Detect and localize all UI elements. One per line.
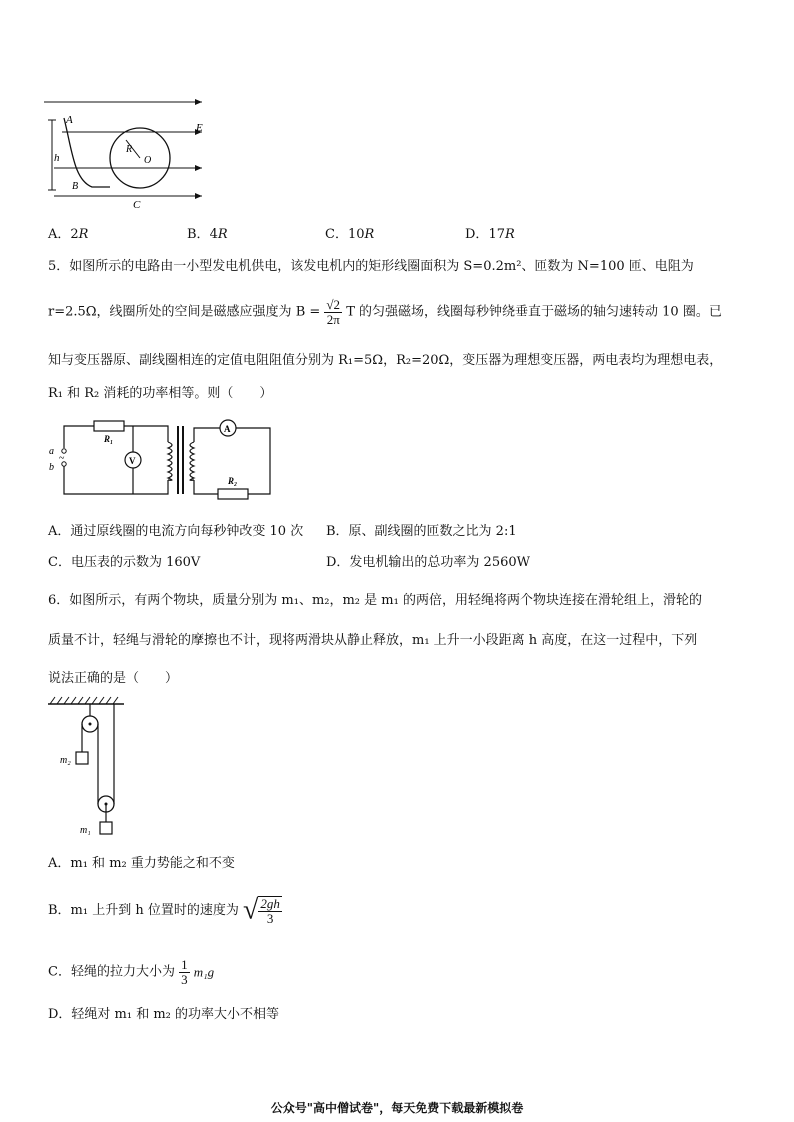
q4-option-a[interactable]	[48, 228, 88, 241]
q5-line-2-b: T 的匀强磁场，线圈每秒钟绕垂直于磁场的轴匀速转动 10 圈。已	[346, 304, 722, 320]
q5-option-b[interactable]: B．原、副线圈的匝数之比为 2:1	[326, 524, 517, 539]
q4-option-b-letter: B．	[187, 227, 210, 242]
q6-option-c-text: C．轻绳的拉力大小为	[48, 964, 175, 980]
q6-option-b-text: B．m₁ 上升到 h 位置时的速度为	[48, 903, 239, 919]
label-r2: R₂	[228, 476, 238, 486]
q5-line-2-a: r=2.5Ω，线圈所处的空间是磁感应强度为 B =	[48, 304, 321, 320]
label-m2: m₂	[60, 755, 71, 766]
q6-option-b[interactable]	[48, 896, 282, 925]
label-terminal-b: b	[49, 462, 54, 473]
q6-pulley-figure	[44, 694, 130, 842]
label-o: O	[144, 155, 152, 166]
q4-option-c[interactable]	[325, 228, 374, 241]
q6-option-c-den: 3	[181, 971, 188, 987]
q4-option-b[interactable]	[187, 228, 228, 241]
label-e: E	[196, 122, 203, 134]
q6-line-2: 质量不计，轻绳与滑轮的摩擦也不计，现将两滑块从静止释放，m₁ 上升一小段距离 h 高度，在这一过程中，下列	[48, 633, 698, 648]
q5-line-3: 知与变压器原、副线圈相连的定值电阻阻值分别为 R₁=5Ω，R₂=20Ω，变压器为理想变压器，两电表均为理想电表，	[48, 353, 723, 368]
label-a-meter: A	[224, 424, 231, 434]
q5-option-a[interactable]: A．通过原线圈的电流方向每秒钟改变 10 次	[48, 524, 304, 539]
q6-line-3: 说法正确的是（ ）	[48, 671, 179, 686]
q5-line-4: R₁ 和 R₂ 消耗的功率相等。则（ ）	[48, 386, 273, 401]
label-v: V	[129, 456, 136, 466]
q4-option-a-var: R	[78, 227, 89, 242]
b-fraction-num: √2	[326, 297, 341, 312]
q5-line-2	[48, 298, 722, 326]
q6-option-b-fraction	[258, 896, 282, 925]
b-fraction-den: 2π	[326, 311, 340, 327]
q5-option-c[interactable]: C．电压表的示数为 160V	[48, 555, 201, 570]
q4-option-c-var: R	[364, 227, 375, 242]
q4-option-d-letter: D．	[465, 227, 489, 242]
q4-option-a-letter: A．	[48, 227, 71, 242]
label-b: B	[72, 181, 79, 192]
label-a: A	[66, 114, 73, 126]
q5-circuit-figure	[44, 412, 276, 504]
q6-option-c[interactable]	[48, 958, 214, 986]
q6-option-b-den: 3	[266, 910, 274, 926]
label-r: R	[126, 144, 133, 155]
q4-option-c-letter: C．	[325, 227, 348, 242]
q4-option-a-value: 2	[70, 227, 79, 242]
q6-option-c-num: 1	[181, 957, 188, 972]
q5-option-d[interactable]: D．发电机输出的总功率为 2560W	[326, 555, 531, 570]
q6-option-b-num: 2gh	[260, 896, 280, 911]
page-footer: 公众号"高中僧试卷"，每天免费下载最新模拟卷	[270, 1101, 524, 1115]
label-c: C	[133, 199, 141, 211]
q5-line-1: 5．如图所示的电路由一小型发电机供电，该发电机内的矩形线圈面积为 S=0.2m²、匝数为 N=100 匝、电阻为	[48, 259, 694, 274]
label-r1: R₁	[104, 434, 114, 444]
q6-option-a[interactable]: A．m₁ 和 m₂ 重力势能之和不变	[48, 856, 235, 871]
q4-option-d-value: 17	[488, 227, 505, 242]
label-h: h	[54, 152, 60, 164]
q6-option-d[interactable]: D．轻绳对 m₁ 和 m₂ 的功率大小不相等	[48, 1007, 280, 1022]
q4-option-b-value: 4	[209, 227, 218, 242]
q6-option-c-fraction	[179, 958, 190, 986]
label-m1: m₁	[80, 825, 91, 836]
q4-option-d[interactable]	[465, 228, 515, 241]
label-terminal-a: a	[49, 446, 54, 457]
q4-option-c-value: 10	[347, 227, 365, 242]
q6-line-1: 6．如图所示，有两个物块，质量分别为 m₁、m₂，m₂ 是 m₁ 的两倍，用轻绳将两个物块连接在滑轮组上，滑轮的	[48, 593, 702, 608]
q4-track-figure	[40, 90, 210, 212]
q4-option-b-var: R	[217, 227, 228, 242]
q4-option-d-var: R	[504, 227, 515, 242]
sqrt-sign: √	[243, 894, 259, 926]
label-ac-tilde: ~	[59, 453, 65, 464]
b-fraction	[324, 298, 342, 326]
q6-option-c-post: m₁g	[193, 964, 215, 980]
